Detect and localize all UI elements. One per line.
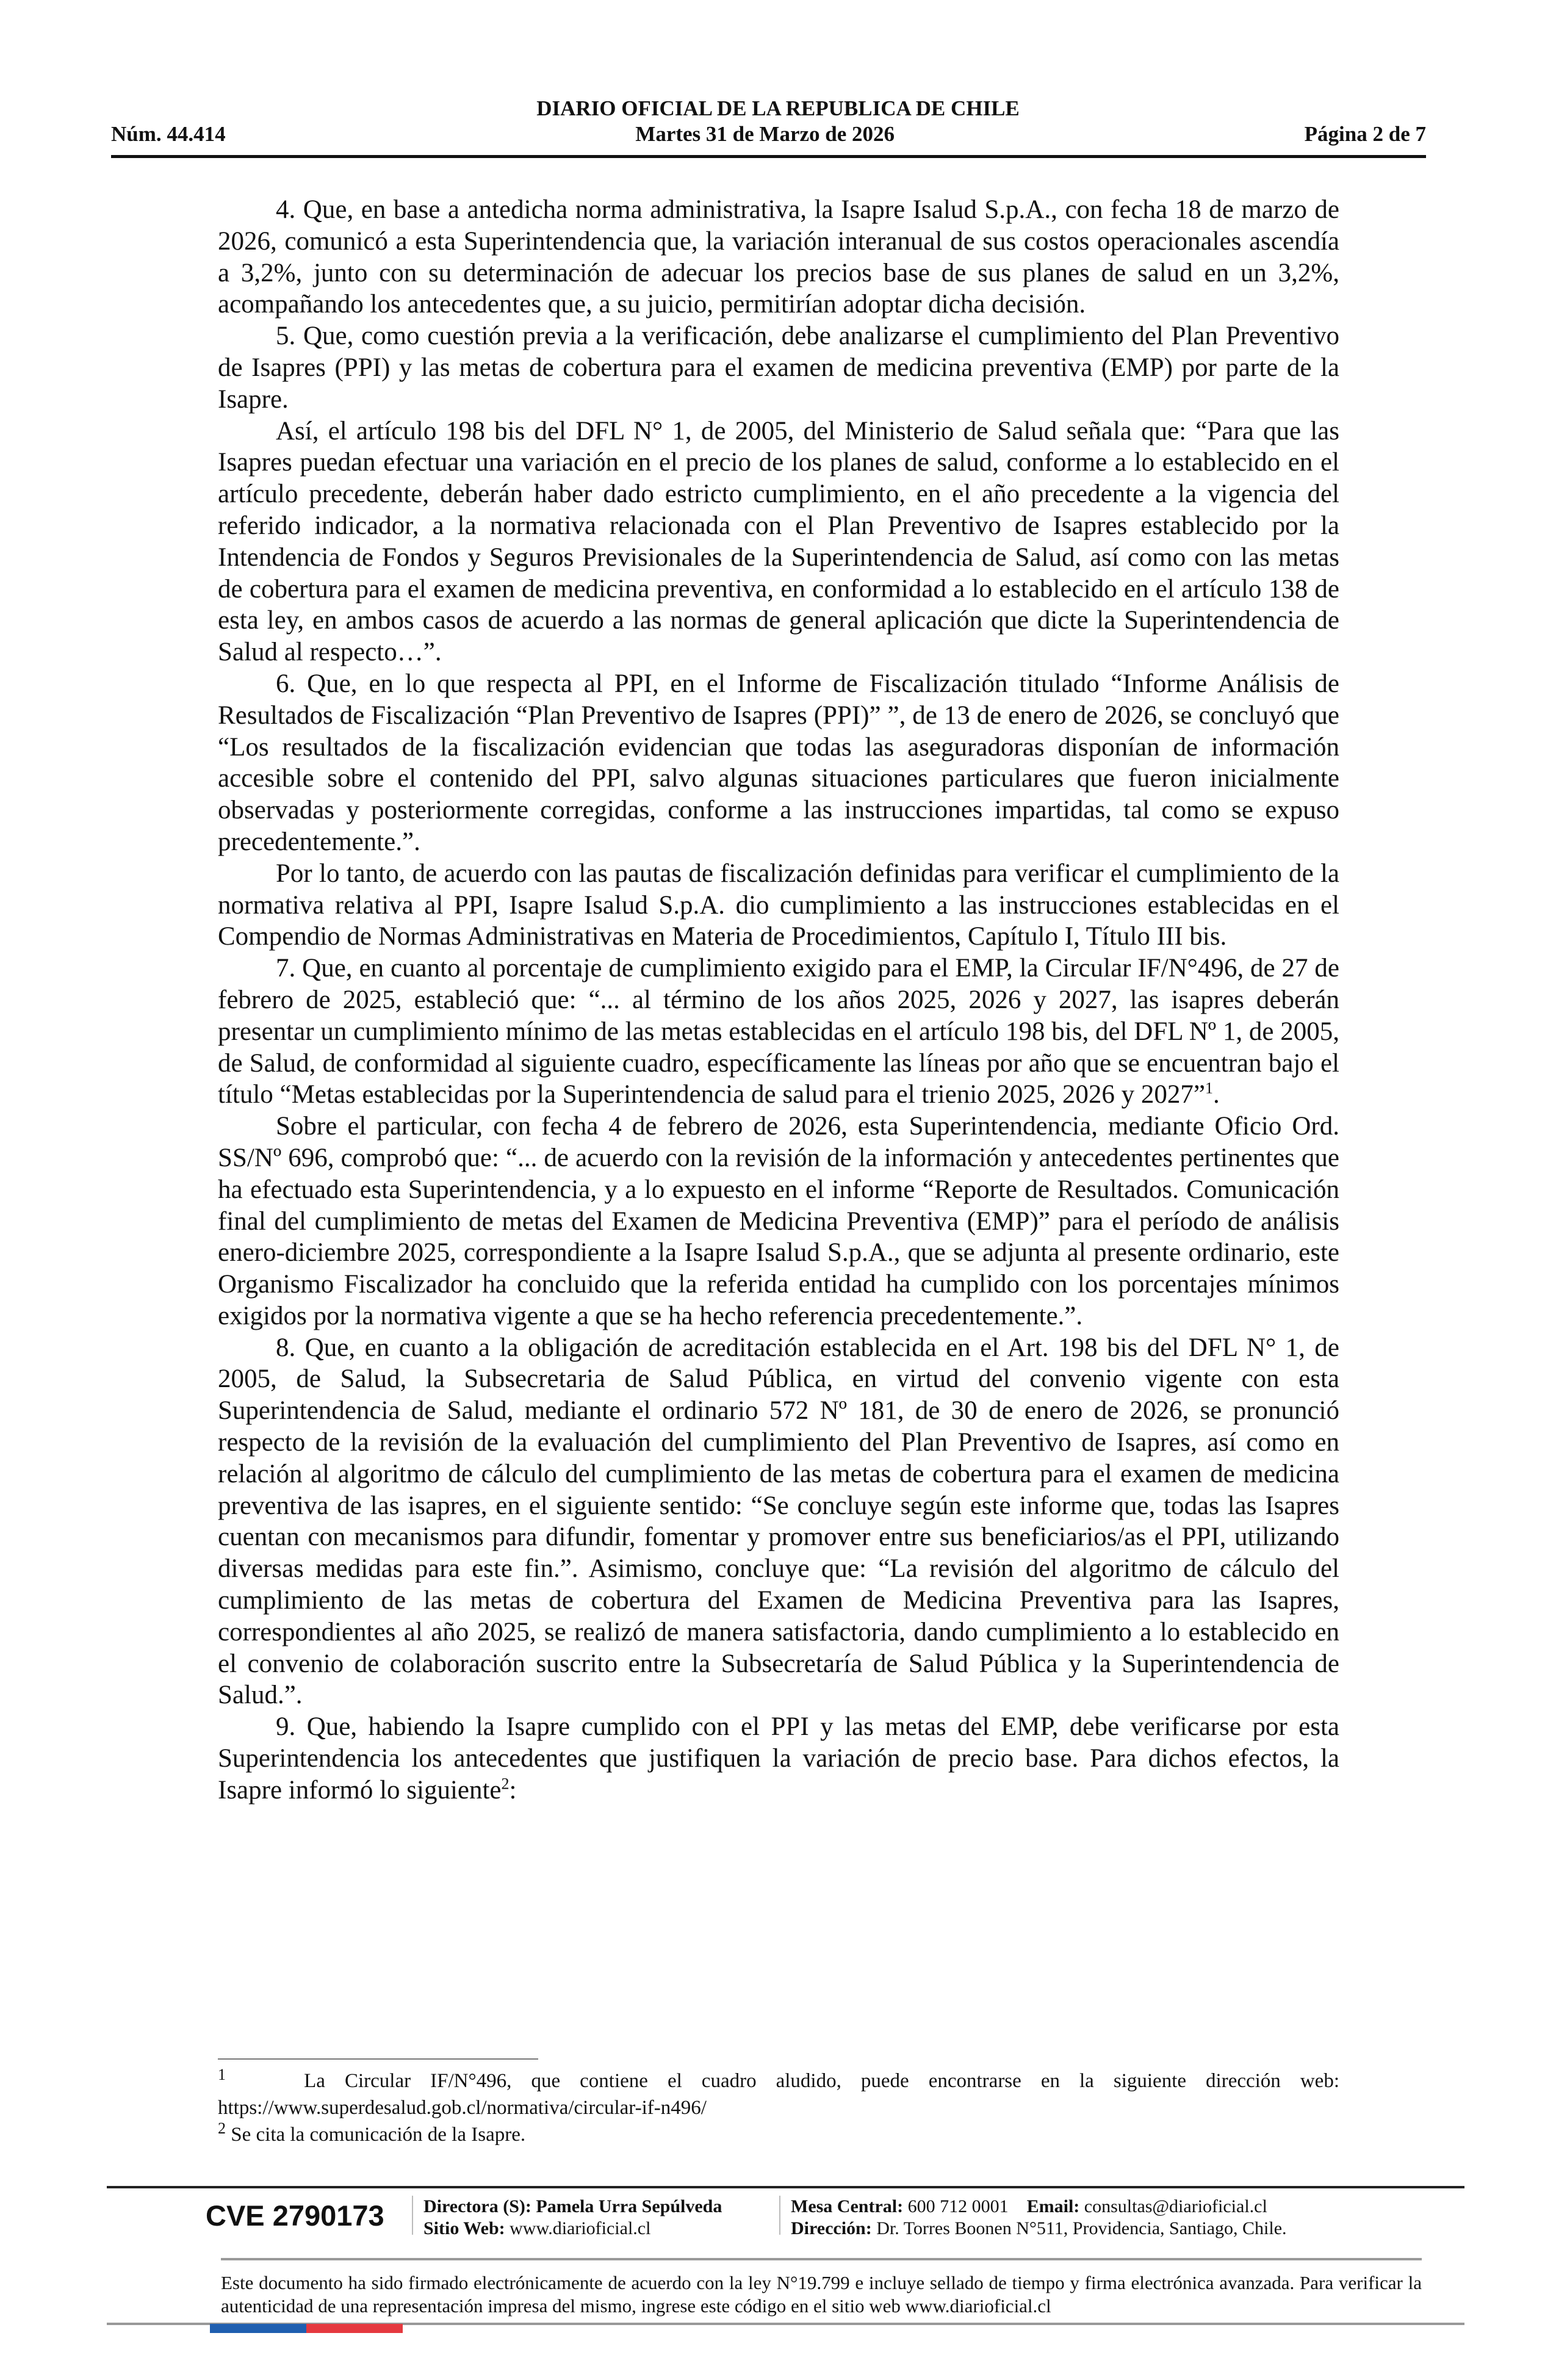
flag-stripe-red (306, 2324, 403, 2333)
issue-date: Martes 31 de Marzo de 2026 (635, 122, 895, 146)
cve-code: CVE 2790173 (206, 2199, 384, 2232)
paragraph: 4. Que, en base a antedicha norma administrativa, la Isapre Isalud S.p.A., con fecha 18 de marzo de 2026, comunicó a esta Superintendencia que, la variación interanual de sus costos operacionales ascendía a 3,2%, junto con su determinación de adecuar los precios base de sus planes de salud en un 3,2%, acompañando los antecedentes que, a su juicio, permitirían adoptar dicha decisión. (218, 195, 1339, 319)
header-rule (111, 155, 1426, 158)
paragraph: Así, el artículo 198 bis del DFL N° 1, de 2005, del Ministerio de Salud señala que: “Para que las Isapres puedan efectuar una variación en el precio de los planes de salud, conforme a lo establecido en el artículo precedente, deberán haber dado estricto cumplimiento, en el año precedente a la vigencia del referido indicador, a la normativa relacionada con el Plan Preventivo de Isapres establecido por la Intendencia de Fondos y Seguros Previsionales de la Superintendencia de Salud, así como con las metas de cobertura para el examen de medicina preventiva, en conformidad a lo establecido en el artículo 138 de esta ley, en ambos casos de acuerdo a las normas de general aplicación que dicte la Superintendencia de Salud al respecto…”. (218, 416, 1339, 667)
footnotes (218, 2068, 1339, 2148)
footnote-mark: 2 (218, 2119, 226, 2137)
paragraph (218, 1711, 1339, 1806)
footnote-text: La Circular IF/N°496, que contiene el cuadro aludido, puede encontrarse en la siguiente dirección web: https://www.superdesalud.gob.cl/normativa/circular-if-n496/ (218, 2070, 1339, 2119)
website-link[interactable]: www.diarioficial.cl (510, 2218, 651, 2238)
footnote-ref[interactable]: 2 (501, 1775, 510, 1793)
phone-number: 600 712 0001 (907, 2196, 1009, 2216)
footnote-text: Se cita la comunicación de la Isapre. (231, 2124, 526, 2146)
address-label: Dirección: (791, 2218, 872, 2238)
web-label: Sitio Web: (423, 2218, 505, 2238)
director-label: Directora (S): (423, 2196, 531, 2216)
footnote (218, 2068, 1339, 2121)
paragraph-text: . (1213, 1080, 1220, 1109)
address: Dr. Torres Boonen N°511, Providencia, Santiago, Chile. (876, 2218, 1287, 2238)
footnote-ref[interactable]: 1 (1205, 1079, 1214, 1097)
paragraph: 8. Que, en cuanto a la obligación de acreditación establecida en el Art. 198 bis del DFL N° 1, de 2005, de Salud, la Subsecretaria de Salud Pública, en virtud del convenio vigente con esta Superintendencia de Salud, mediante el ordinario 572 Nº 181, de 30 de enero de 2026, se pronunció respecto de la revisión de la evaluación del cumplimiento del Plan Preventivo de Isapres, así como en relación al algoritmo de cálculo del cumplimiento de las metas de cobertura para el examen de medicina preventiva de las isapres, en el siguiente sentido: “Se concluye según este informe que, todas las Isapres cuentan con mecanismos para difundir, fomentar y promover entre sus beneficiarios/as el PPI, utilizando diversas medidas para este fin.”. Asimismo, concluye que: “La revisión del algoritmo de cálculo del cumplimiento de las metas de cobertura del Examen de Medicina Preventiva para las Isapres, correspondientes al año 2025, se realizó de manera satisfactoria, dando cumplimiento a lo establecido en el convenio de colaboración suscrito entre la Subsecretaría de Salud Pública y la Superintendencia de Salud.”. (218, 1333, 1339, 1710)
footer-divider (779, 2196, 780, 2235)
phone-label: Mesa Central: (791, 2196, 904, 2216)
header-row (111, 122, 1426, 146)
flag-stripe-blue (210, 2324, 306, 2333)
document-body (218, 194, 1339, 1806)
signature-disclaimer: Este documento ha sido firmado electrónicamente de acuerdo con la ley N°19.799 e incluye sellado de tiempo y firma electrónica avanzada. Para verificar la autenticidad de una representación impresa del mismo, ingrese este código en el sitio web www.diarioficial.cl (221, 2272, 1422, 2317)
footer-director-block (423, 2196, 722, 2240)
footnote-mark: 1 (218, 2066, 226, 2083)
paragraph-text: : (509, 1775, 517, 1805)
email-link[interactable]: consultas@diarioficial.cl (1084, 2196, 1267, 2216)
newspaper-title: DIARIO OFICIAL DE LA REPUBLICA DE CHILE (536, 96, 1020, 120)
paragraph-text: 7. Que, en cuanto al porcentaje de cumplimiento exigido para el EMP, la Circular IF/N°496, de 27 de febrero de 2025, estableció que: “... al término de los años 2025, 2026 y 2027, las isapres deberán presentar un cumplimiento mínimo de las metas establecidas en el artículo 198 bis, del DFL Nº 1, de 2005, de Salud, de conformidad al siguiente cuadro, específicamente las líneas por año que se encuentran bajo el título “Metas establecidas por la Superintendencia de salud para el trienio 2025, 2026 y 2027” (218, 954, 1339, 1109)
paragraph: 6. Que, en lo que respecta al PPI, en el Informe de Fiscalización titulado “Informe Análisis de Resultados de Fiscalización “Plan Preventivo de Isapres (PPI)” ”, de 13 de enero de 2026, se concluyó que “Los resultados de la fiscalización evidencian que todas las aseguradoras disponían de información accesible sobre el contenido del PPI, salvo algunas situaciones particulares que fueron inicialmente observadas y posteriormente corregidas, conforme a las instrucciones impartidas, tal como se expuso precedentemente.”. (218, 669, 1339, 856)
page-number: Página 2 de 7 (1304, 122, 1426, 146)
director-name: Pamela Urra Sepúlveda (536, 2196, 722, 2216)
footer-rule (107, 2186, 1464, 2188)
footnote-separator (218, 2058, 538, 2060)
email-label: Email: (1026, 2196, 1080, 2216)
paragraph (218, 953, 1339, 1111)
paragraph: Por lo tanto, de acuerdo con las pautas de fiscalización definidas para verificar el cumplimiento de la normativa relativa al PPI, Isapre Isalud S.p.A. dio cumplimiento a las instrucciones establecidas en el Compendio de Normas Administrativas en Materia de Procedimientos, Capítulo I, Título III bis. (218, 859, 1339, 951)
footnote (218, 2121, 1339, 2148)
paragraph-text: 9. Que, habiendo la Isapre cumplido con el PPI y las metas del EMP, debe verificarse por esta Superintendencia los antecedentes que justifiquen la variación de precio base. Para dichos efectos, la Isapre informó lo siguiente (218, 1712, 1339, 1805)
paragraph: 5. Que, como cuestión previa a la verificación, debe analizarse el cumplimiento del Plan Preventivo de Isapres (PPI) y las metas de cobertura para el examen de medicina preventiva (EMP) por parte de la Isapre. (218, 322, 1339, 414)
footer-rule (221, 2258, 1422, 2260)
footer-contact-block (791, 2196, 1287, 2240)
issue-number: Núm. 44.414 (111, 122, 226, 146)
footer-divider (412, 2196, 413, 2235)
paragraph: Sobre el particular, con fecha 4 de febrero de 2026, esta Superintendencia, mediante Oficio Ord. SS/Nº 696, comprobó que: “... de acuerdo con la revisión de la información y antecedentes pertinentes que ha efectuado esta Superintendencia, y a lo expuesto en el informe “Reporte de Resultados. Comunicación final del cumplimiento de metas del Examen de Medicina Preventiva (EMP)” para el período de análisis enero-diciembre 2025, correspondiente a la Isapre Isalud S.p.A., que se adjunta al presente ordinario, este Organismo Fiscalizador ha concluido que la referida entidad ha cumplido con los porcentajes mínimos exigidos por la normativa vigente a que se ha hecho referencia precedentemente.”. (218, 1112, 1339, 1330)
